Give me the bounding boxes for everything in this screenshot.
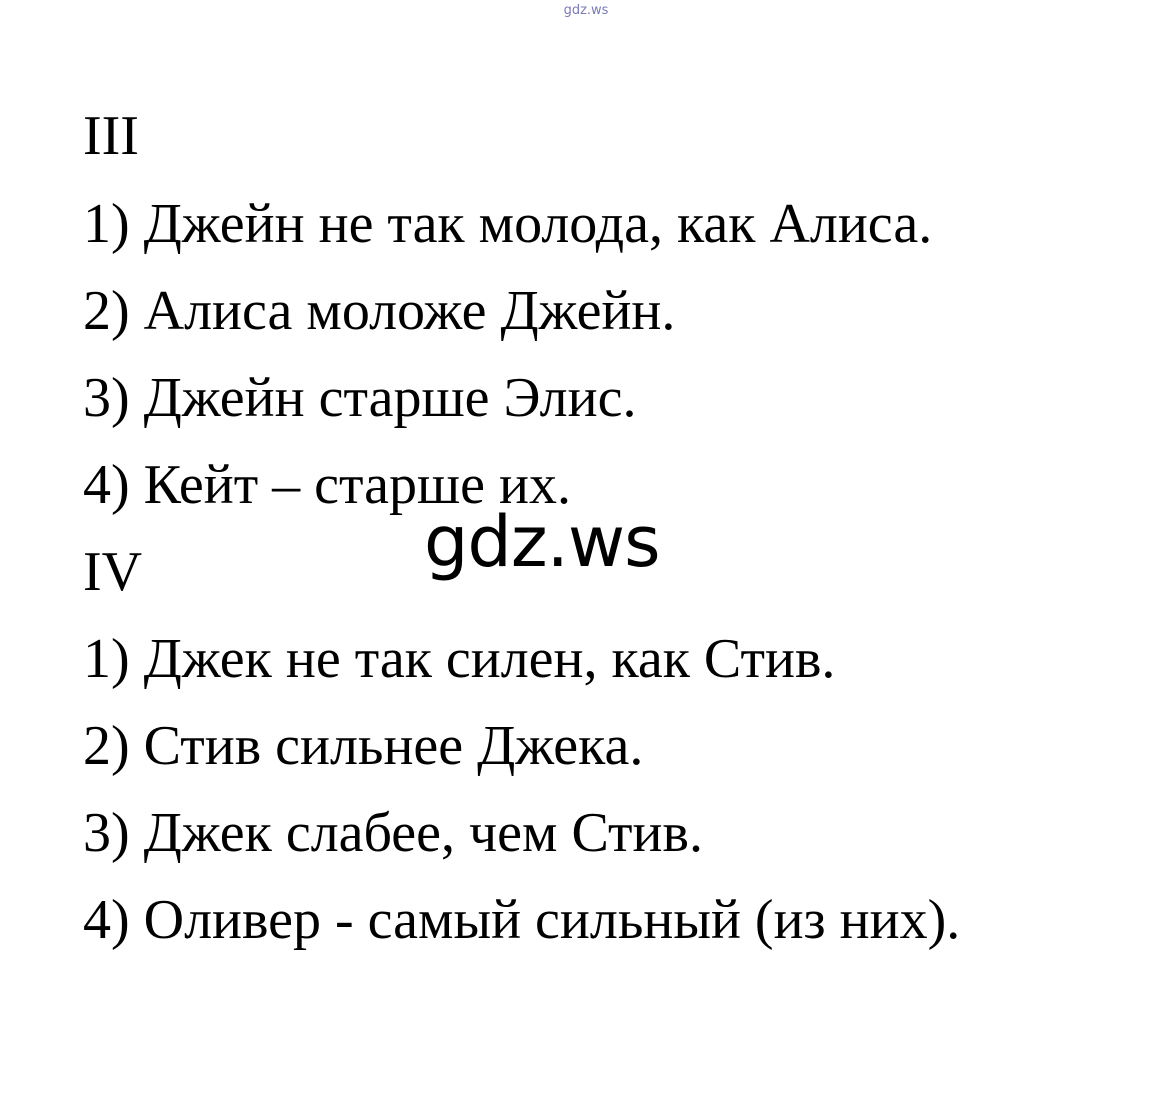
section-iv-item-2: 2) Стив сильнее Джека. xyxy=(83,715,644,777)
section-iv-item-3: 3) Джек слабее, чем Стив. xyxy=(83,802,703,864)
section-iii-item-3: 3) Джейн старше Элис. xyxy=(83,367,637,429)
section-heading-iv: IV xyxy=(83,541,143,603)
section-iv-item-4: 4) Оливер - самый сильный (из них). xyxy=(83,889,961,951)
section-heading-iii: III xyxy=(83,105,139,167)
section-iii-item-4: 4) Кейт – старше их. xyxy=(83,454,571,516)
section-iii-item-2: 2) Алиса моложе Джейн. xyxy=(83,280,676,342)
site-mark: gdz.ws xyxy=(563,3,609,18)
section-iii-item-1: 1) Джейн не так молода, как Алиса. xyxy=(83,193,933,255)
watermark: gdz.ws xyxy=(424,501,660,583)
section-iv-item-1: 1) Джек не так силен, как Стив. xyxy=(83,628,836,690)
